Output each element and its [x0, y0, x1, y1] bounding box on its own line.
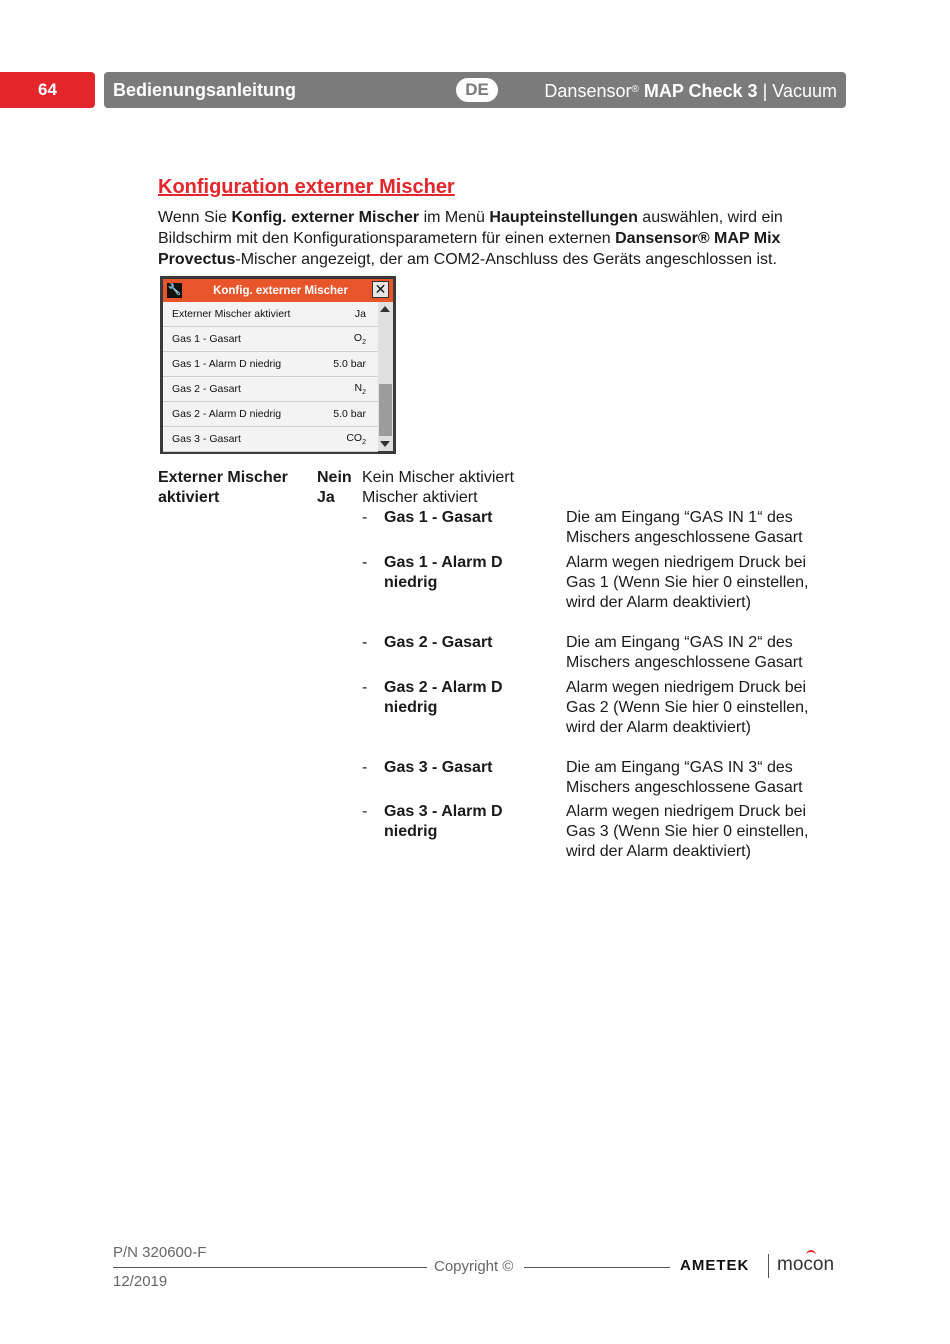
header-bar [104, 72, 846, 108]
sub-item-name: Gas 2 - Alarm D niedrig [384, 679, 503, 716]
sub-item-description: Die am Eingang “GAS IN 2“ des Mischers angeschlossene Gasart [566, 634, 803, 671]
device-row-label: Gas 1 - Alarm D niedrig [172, 358, 282, 370]
device-row-label: Gas 2 - Alarm D niedrig [172, 408, 282, 420]
device-row-value-text: N [354, 381, 363, 394]
section-title: Konfiguration externer Mischer [158, 176, 455, 198]
scroll-down-icon [380, 441, 390, 447]
device-row-value [355, 308, 366, 320]
device-row-value-text: O [353, 331, 363, 344]
sub-item-name: Gas 3 - Alarm D niedrig [384, 803, 503, 840]
sub-item-dash: - [362, 554, 368, 571]
device-row-label: Gas 3 - Gasart [172, 433, 241, 445]
product-separator: | [762, 81, 768, 101]
device-row [163, 427, 378, 452]
intro-bold-3: Dansensor® MAP Mix Provectus [158, 230, 781, 268]
device-row-value-subscript: 2 [362, 339, 366, 347]
sub-item-description: Die am Eingang “GAS IN 1“ des Mischers angeschlossene Gasart [566, 509, 803, 546]
device-row-label: Externer Mischer aktiviert [172, 308, 291, 320]
device-row-value-text: CO [346, 431, 363, 444]
sub-item-description: Alarm wegen niedrigem Druck bei Gas 1 (Wenn Sie hier 0 einstellen, wird der Alarm deaktiviert) [566, 554, 809, 611]
parameter-name [158, 468, 288, 508]
device-row [163, 302, 378, 327]
sub-item-dash: - [362, 634, 368, 651]
sub-item-name: Gas 1 - Gasart [384, 509, 493, 526]
sub-item-dash: - [362, 509, 368, 526]
part-number: P/N 320600-F [113, 1244, 207, 1261]
device-row-value [333, 358, 366, 370]
ametek-logo: AMETEK [680, 1257, 750, 1274]
device-row [163, 352, 378, 377]
device-title-bar [163, 279, 393, 302]
logo-separator [768, 1254, 769, 1278]
sub-item-dash: - [362, 759, 368, 776]
device-row-value [355, 382, 367, 396]
sub-item-description: Die am Eingang “GAS IN 3“ des Mischers angeschlossene Gasart [566, 759, 803, 796]
publication-date: 12/2019 [113, 1273, 168, 1290]
option-desc-nein: Kein Mischer aktiviert [362, 469, 515, 486]
product-name [544, 72, 837, 109]
intro-text-4: -Mischer angezeigt, der am COM2-Anschluss des Geräts angeschlossen ist. [235, 251, 777, 268]
device-title: Konfig. externer Mischer [213, 284, 348, 297]
option-key-nein: Nein [317, 469, 352, 486]
device-row-value-text: 5.0 bar [333, 358, 366, 370]
intro-text-3: auswählen, wird ein Bildschirm mit den Konfigurationsparametern für einen externen [158, 209, 783, 247]
option-key-ja: Ja [317, 489, 335, 506]
page-number: 64 [0, 72, 95, 108]
device-row-label: Gas 1 - Gasart [172, 333, 241, 345]
sub-item-description: Alarm wegen niedrigem Druck bei Gas 3 (Wenn Sie hier 0 einstellen, wird der Alarm deaktiviert) [566, 803, 809, 860]
device-row [163, 327, 378, 352]
sub-item-name: Gas 1 - Alarm D niedrig [384, 554, 503, 591]
device-row-value [333, 408, 366, 420]
sub-item-description: Alarm wegen niedrigem Druck bei Gas 2 (Wenn Sie hier 0 einstellen, wird der Alarm deaktiviert) [566, 679, 809, 736]
intro-text-2: im Menü [419, 209, 490, 226]
device-row-value-subscript: 2 [362, 389, 366, 397]
copyright: Copyright © [434, 1258, 514, 1275]
sub-item-dash: - [362, 679, 368, 696]
registered-mark: ® [631, 84, 639, 95]
wrench-icon: 🔧 [167, 284, 182, 296]
product-brand: Dansensor [544, 81, 632, 101]
mocon-logo: mocon [777, 1254, 835, 1275]
parameter-name-line1: Externer Mischer [158, 469, 288, 486]
product-variant: Vacuum [772, 81, 837, 101]
intro-bold-1: Konfig. externer Mischer [231, 209, 420, 226]
product-model: MAP Check 3 [643, 81, 758, 101]
manual-label: Bedienungsanleitung [113, 80, 297, 100]
footer-rule-left [113, 1267, 427, 1268]
device-row-value [346, 432, 366, 446]
language-badge: DE [456, 78, 498, 102]
option-desc-ja: Mischer aktiviert [362, 489, 478, 506]
scroll-thumb [379, 384, 392, 436]
footer-rule-right [524, 1267, 670, 1268]
device-row-label: Gas 2 - Gasart [172, 383, 241, 395]
sub-item-name: Gas 3 - Gasart [384, 759, 493, 776]
device-screenshot [160, 276, 396, 454]
parameter-name-line2: aktiviert [158, 489, 220, 506]
device-row-value-subscript: 2 [362, 439, 366, 447]
device-row-value-text: Ja [354, 308, 366, 320]
device-scrollbar [378, 302, 393, 451]
close-icon: ✕ [372, 281, 389, 298]
device-row-value-text: 5.0 bar [333, 408, 366, 420]
intro-bold-2: Haupteinstellungen [489, 209, 638, 226]
intro-paragraph [158, 207, 818, 270]
sub-item-dash: - [362, 803, 368, 820]
scroll-up-icon [380, 306, 390, 312]
device-row [163, 377, 378, 402]
device-list [163, 302, 393, 451]
intro-text-1: Wenn Sie [158, 209, 232, 226]
device-row-value [354, 332, 366, 346]
sub-item-name: Gas 2 - Gasart [384, 634, 493, 651]
device-row [163, 402, 378, 427]
